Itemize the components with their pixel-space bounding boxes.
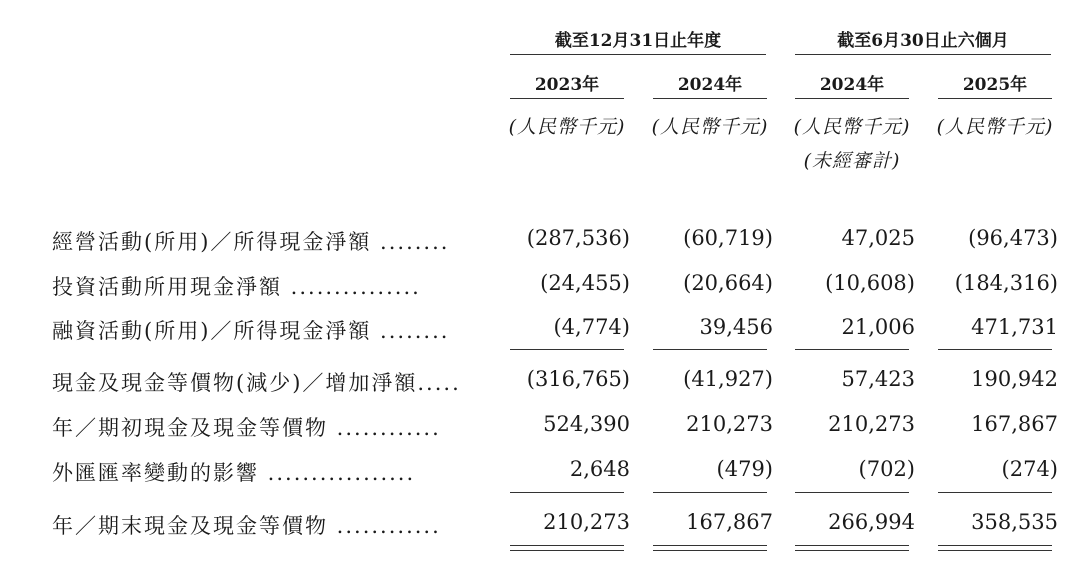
double-line-top-2 — [653, 545, 767, 546]
period-underline-annual — [510, 54, 766, 55]
cell-opening-2024a: 210,273 — [686, 412, 773, 436]
double-line-top-1 — [510, 545, 624, 546]
cell-net-change-2024i: 57,423 — [841, 367, 915, 391]
year-underline-4 — [938, 98, 1052, 99]
cell-closing-2024a: 167,867 — [686, 510, 773, 534]
year-underline-3 — [795, 98, 909, 99]
cell-financing-2024i: 21,006 — [841, 315, 915, 339]
total-line-3 — [795, 492, 909, 493]
cell-fx-2023: 2,648 — [569, 457, 630, 481]
unit-label-3: (人民幣千元) — [793, 116, 911, 138]
cell-investing-2023: (24,455) — [540, 271, 630, 295]
cell-closing-2025: 358,535 — [971, 510, 1058, 534]
period-header-interim: 截至6月30日止六個月 — [837, 31, 1009, 51]
cell-fx-2025: (274) — [1001, 457, 1058, 481]
total-line-1 — [510, 492, 624, 493]
double-line-bottom-2 — [653, 550, 767, 551]
cell-opening-2024i: 210,273 — [828, 412, 915, 436]
year-header-2024-interim: 2024年 — [819, 75, 885, 95]
cell-opening-2025: 167,867 — [971, 412, 1058, 436]
cell-closing-2023: 210,273 — [543, 510, 630, 534]
year-header-2024-annual: 2024年 — [677, 75, 743, 95]
cell-opening-2023: 524,390 — [543, 412, 630, 436]
unaudited-label: (未經審計) — [803, 150, 901, 172]
year-header-2025: 2025年 — [962, 75, 1028, 95]
row-label-net-change: 現金及現金等價物(減少)／增加淨額..... — [52, 371, 461, 395]
double-line-bottom-4 — [938, 550, 1052, 551]
cell-net-change-2025: 190,942 — [971, 367, 1058, 391]
row-label-financing: 融資活動(所用)／所得現金淨額 ........ — [52, 319, 450, 343]
subtotal-line-4 — [938, 349, 1052, 350]
cell-investing-2024a: (20,664) — [683, 271, 773, 295]
row-label-closing: 年／期末現金及現金等價物 ............ — [52, 514, 441, 538]
year-underline-2 — [653, 98, 767, 99]
cell-fx-2024a: (479) — [716, 457, 773, 481]
year-underline-1 — [510, 98, 624, 99]
subtotal-line-2 — [653, 349, 767, 350]
cell-operating-2023: (287,536) — [526, 226, 630, 250]
total-line-2 — [653, 492, 767, 493]
cell-investing-2024i: (10,608) — [825, 271, 915, 295]
unit-label-2: (人民幣千元) — [651, 116, 769, 138]
year-header-2023: 2023年 — [534, 75, 600, 95]
cell-operating-2024i: 47,025 — [841, 226, 915, 250]
double-line-top-4 — [938, 545, 1052, 546]
period-underline-interim — [795, 54, 1051, 55]
cell-operating-2024a: (60,719) — [683, 226, 773, 250]
cell-investing-2025: (184,316) — [954, 271, 1058, 295]
cell-net-change-2024a: (41,927) — [683, 367, 773, 391]
unit-label-1: (人民幣千元) — [508, 116, 626, 138]
cell-financing-2024a: 39,456 — [699, 315, 773, 339]
total-line-4 — [938, 492, 1052, 493]
cell-fx-2024i: (702) — [858, 457, 915, 481]
subtotal-line-3 — [795, 349, 909, 350]
cell-operating-2025: (96,473) — [968, 226, 1058, 250]
subtotal-line-1 — [510, 349, 624, 350]
row-label-opening: 年／期初現金及現金等價物 ............ — [52, 416, 441, 440]
unit-label-4: (人民幣千元) — [936, 116, 1054, 138]
row-label-fx-effect: 外匯匯率變動的影響 ................. — [52, 461, 416, 485]
row-label-investing: 投資活動所用現金淨額 ............... — [52, 275, 421, 299]
cell-financing-2025: 471,731 — [971, 315, 1058, 339]
double-line-top-3 — [795, 545, 909, 546]
double-line-bottom-1 — [510, 550, 624, 551]
cell-net-change-2023: (316,765) — [526, 367, 630, 391]
double-line-bottom-3 — [795, 550, 909, 551]
row-label-operating: 經營活動(所用)／所得現金淨額 ........ — [52, 230, 450, 254]
cell-financing-2023: (4,774) — [553, 315, 630, 339]
period-header-annual: 截至12月31日止年度 — [554, 31, 722, 51]
cell-closing-2024i: 266,994 — [828, 510, 915, 534]
